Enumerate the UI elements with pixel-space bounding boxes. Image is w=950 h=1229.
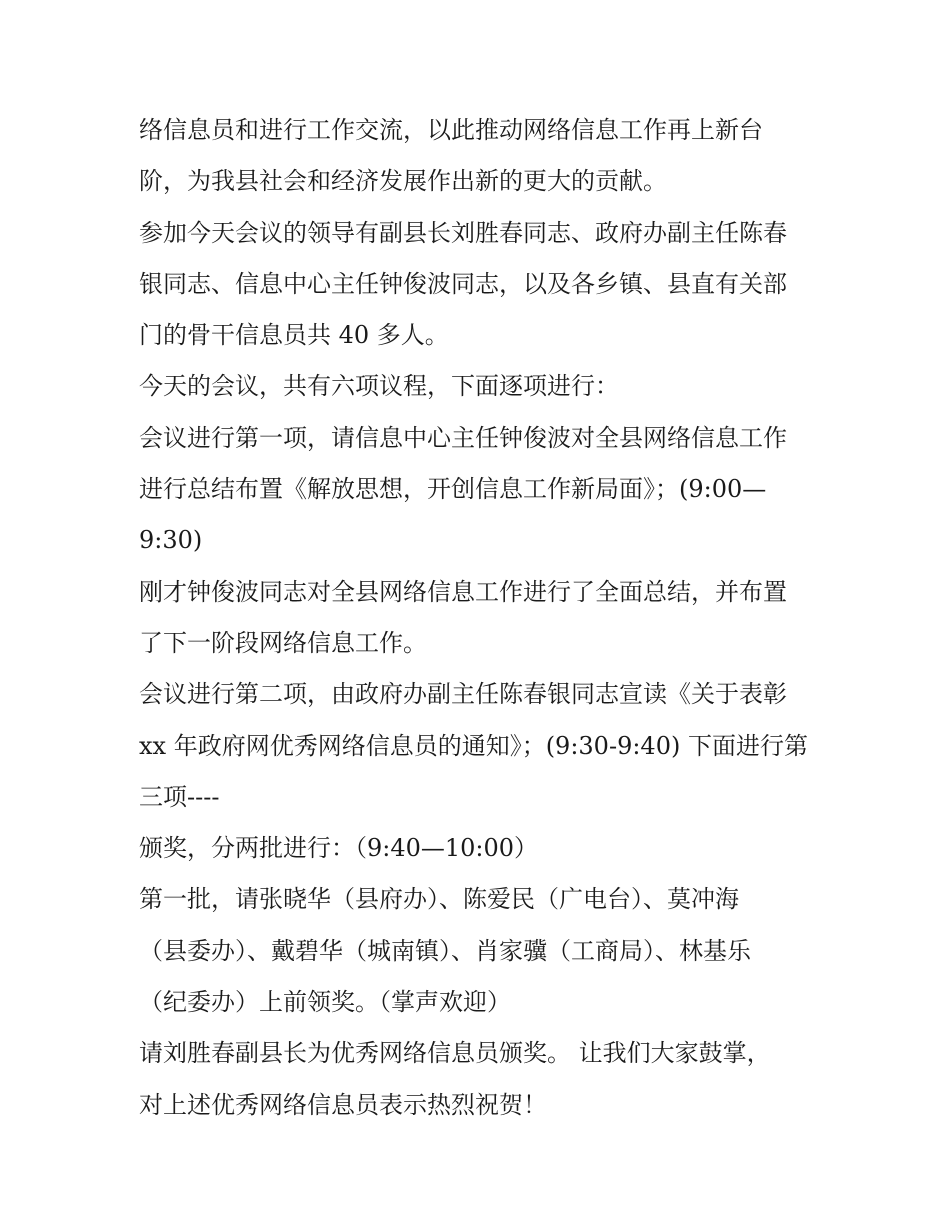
paragraph-awards-intro: 颁奖，分两批进行：（9:40—10:00） <box>139 834 539 863</box>
paragraph-item-two: 会议进行第二项，由政府办副主任陈春银同志宣读《关于表彰 xx 年政府网优秀网络信息员的通知》；(9:30-9:40) 下面进行第 三项---- <box>139 680 808 811</box>
paragraph-closing-remark: 络信息员和进行工作交流，以此推动网络信息工作再上新台 阶，为我县社会和经济发展作出新的更大的贡献。 <box>139 116 763 196</box>
paragraph-attendees: 参加今天会议的领导有副县长刘胜春同志、政府办副主任陈春 银同志、信息中心主任钟俊波同志，以及各乡镇、县直有关部 门的骨干信息员共 40 多人。 <box>139 218 787 350</box>
paragraph-award-presenter: 请刘胜春副县长为优秀网络信息员颁奖。 让我们大家鼓掌， 对上述优秀网络信息员表示热烈祝贺！ <box>139 1039 771 1119</box>
paragraph-first-batch: 第一批，请张晓华（县府办）、陈爱民（广电台）、莫冲海 （县委办）、戴碧华（城南镇）、肖家骥（工商局）、林基乐 （纪委办）上前领奖。（掌声欢迎） <box>139 885 751 1017</box>
document-body <box>139 105 819 1131</box>
paragraph-item-one: 会议进行第一项，请信息中心主任钟俊波对全县网络信息工作 进行总结布置《解放思想，开创信息工作新局面》；(9:00— 9:30) <box>139 423 787 555</box>
paragraph-summary-remark: 刚才钟俊波同志对全县网络信息工作进行了全面总结，并布置 了下一阶段网络信息工作。 <box>139 577 787 657</box>
paragraph-agenda-intro: 今天的会议，共有六项议程，下面逐项进行： <box>139 372 619 401</box>
